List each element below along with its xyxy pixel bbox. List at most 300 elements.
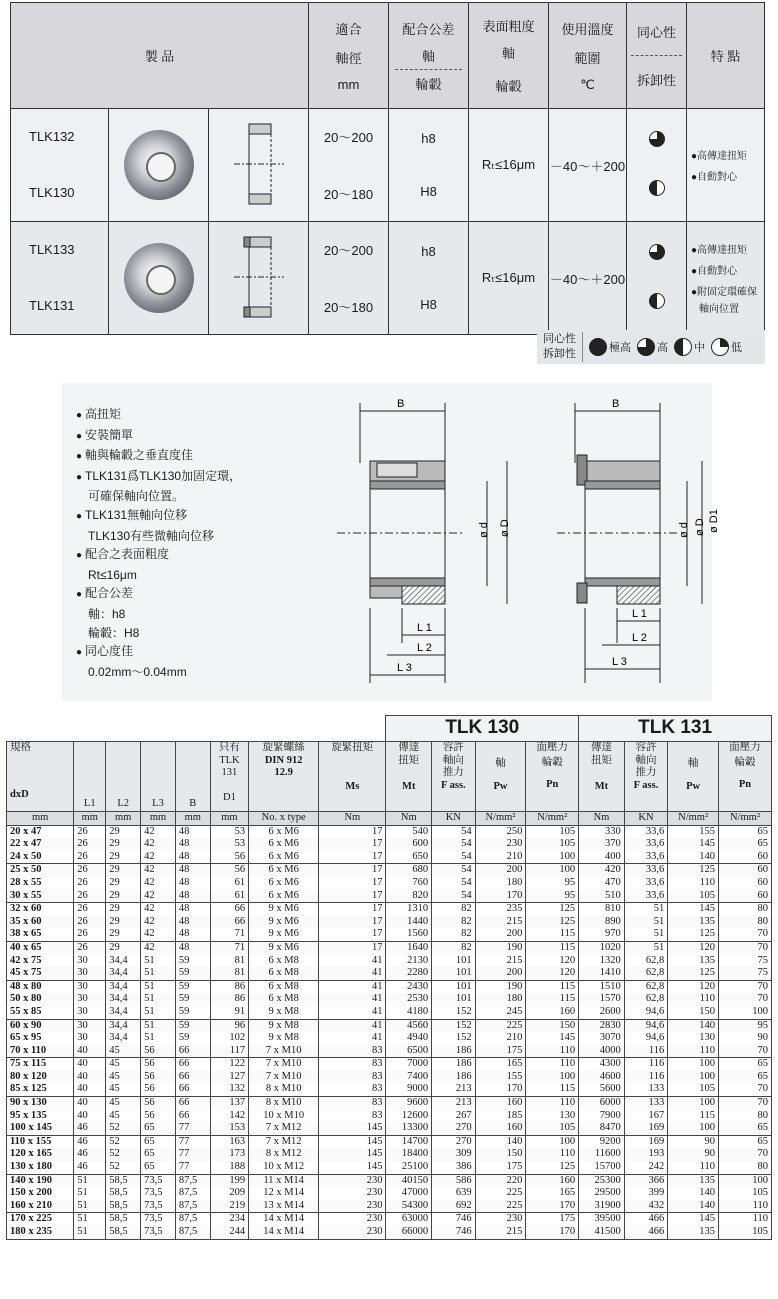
feature-list-item: ● 配合之表面粗度 [76, 545, 241, 566]
size-cell: 100 x 145 [7, 1122, 74, 1135]
table-cell: 26 [74, 941, 106, 954]
table-cell: 245 [475, 1006, 526, 1019]
col-size [7, 742, 74, 812]
table-cell: 145 [319, 1122, 386, 1135]
header-temperature-l2: 範圍 [574, 50, 601, 66]
table-cell: 33,6 [624, 890, 668, 903]
diameter-value: 20～200 [323, 130, 374, 145]
table-row [7, 851, 772, 864]
table-cell: 17 [319, 864, 386, 877]
table-cell: 399 [624, 1187, 668, 1200]
table-cell: 41 [319, 1006, 386, 1019]
header-concentricity-l1: 同心性 [636, 25, 676, 40]
table-cell: 80 [719, 1110, 772, 1123]
table-cell: 73,5 [141, 1174, 176, 1187]
size-cell: 95 x 135 [7, 1110, 74, 1123]
table-cell: 540 [386, 825, 432, 838]
table-cell: 58,5 [106, 1200, 141, 1213]
table-cell: 66 [210, 903, 248, 916]
table-cell: 73,5 [141, 1226, 176, 1239]
table-cell: 267 [432, 1110, 476, 1123]
size-cell: 110 x 155 [7, 1135, 74, 1148]
col-axial-l3: 推力 [442, 767, 464, 779]
model-name: TLK133 [29, 242, 75, 257]
table-cell: 56 [141, 1071, 176, 1084]
table-cell: 370 [579, 838, 625, 851]
table-cell: 42 [141, 825, 176, 838]
table-cell: 51 [74, 1213, 106, 1226]
table-row [7, 1097, 772, 1110]
col-hub-label: 輪轂 [541, 756, 563, 768]
table-cell: 90 [668, 1135, 719, 1148]
table-cell: 56 [141, 1097, 176, 1110]
size-cell: 90 x 130 [7, 1097, 74, 1110]
table-cell: 145 [668, 838, 719, 851]
table-cell: 41 [319, 955, 386, 968]
model-cell [11, 222, 109, 335]
table-cell: 56 [210, 851, 248, 864]
table-cell: 6 x M6 [249, 877, 319, 890]
table-cell: 100 [526, 864, 579, 877]
table-cell: 1410 [579, 967, 625, 980]
legend-label [537, 332, 583, 362]
table-cell: 65 [141, 1122, 176, 1135]
table-cell: 54 [432, 825, 476, 838]
dim-label-D: ø D [499, 519, 511, 537]
col-screw-label: 旋緊螺絲 [262, 742, 305, 753]
table-cell: 65 [719, 1058, 772, 1071]
table-cell: 230 [475, 1213, 526, 1226]
table-cell: 17 [319, 877, 386, 890]
table-cell: 77 [175, 1148, 210, 1161]
table-cell: 152 [432, 1032, 476, 1045]
table-cell: 170 [526, 1200, 579, 1213]
table-cell: 25300 [579, 1174, 625, 1187]
table-cell: 9600 [386, 1097, 432, 1110]
table-cell: 29 [106, 851, 141, 864]
table-cell: 586 [432, 1174, 476, 1187]
table-cell: 2130 [386, 955, 432, 968]
size-cell: 70 x 110 [7, 1045, 74, 1058]
table-cell: 40 [74, 1110, 106, 1123]
col-pn-130 [526, 742, 579, 812]
table-cell: 270 [432, 1122, 476, 1135]
table-cell: 9200 [579, 1135, 625, 1148]
size-cell: 48 x 80 [7, 980, 74, 993]
table-cell: 116 [624, 1071, 668, 1084]
table-cell: 210 [475, 851, 526, 864]
table-cell: 48 [175, 838, 210, 851]
col-only-l1: 只有 [218, 742, 240, 753]
header-tolerance-l2: 軸 [421, 48, 435, 64]
header-shaft-diameter-l1: 適合 [335, 22, 362, 37]
col-pressure-label: 面壓力 [729, 742, 761, 753]
table-cell: 155 [475, 1071, 526, 1084]
table-cell: 87,5 [175, 1213, 210, 1226]
overview-row-tlk131 [11, 222, 765, 335]
table-row [7, 1058, 772, 1071]
col-L1 [74, 742, 106, 812]
col-din-l1: DIN 912 [264, 754, 303, 766]
table-cell: 7 x M10 [249, 1045, 319, 1058]
legend-item-very-high [589, 338, 631, 356]
col-sym: L3 [152, 798, 164, 810]
table-cell: 145 [526, 1032, 579, 1045]
dim-label-d: ø d [478, 522, 490, 538]
size-cell: 50 x 80 [7, 993, 74, 1006]
unit-cell: mm [175, 812, 210, 826]
table-cell: 639 [432, 1187, 476, 1200]
table-cell: 95 [719, 1019, 772, 1032]
table-cell: 105 [719, 1226, 772, 1239]
feature-list-item: 軸：h8 [88, 606, 126, 621]
table-cell: 61 [210, 877, 248, 890]
table-cell: 153 [210, 1122, 248, 1135]
table-cell: 29500 [579, 1187, 625, 1200]
table-cell: 65 [719, 1122, 772, 1135]
table-cell: 2430 [386, 980, 432, 993]
table-cell: 77 [175, 1122, 210, 1135]
table-cell: 25100 [386, 1161, 432, 1174]
drawing-tlk130 [337, 398, 511, 683]
table-cell: 17 [319, 825, 386, 838]
table-cell: 71 [210, 928, 248, 941]
table-cell: 125 [526, 916, 579, 929]
unit-cell: mm [7, 812, 74, 826]
table-cell: 110 [668, 993, 719, 1006]
table-cell: 6 x M8 [249, 993, 319, 1006]
dim-label-d: ø d [678, 522, 690, 538]
table-cell: 12600 [386, 1110, 432, 1123]
table-cell: 135 [668, 1174, 719, 1187]
table-cell: 81 [210, 955, 248, 968]
table-cell: 46 [74, 1148, 106, 1161]
table-cell: 13 x M14 [249, 1200, 319, 1213]
table-row [7, 1226, 772, 1239]
table-cell: 186 [432, 1071, 476, 1084]
table-cell: 83 [319, 1071, 386, 1084]
table-cell: 48 [175, 851, 210, 864]
very-high-icon [589, 338, 607, 356]
table-cell: 6500 [386, 1045, 432, 1058]
col-axial-l2: 軸向 [442, 754, 464, 766]
table-cell: 45 [106, 1110, 141, 1123]
table-cell: 120 [526, 967, 579, 980]
table-cell: 1560 [386, 928, 432, 941]
col-mt-131 [579, 742, 625, 812]
table-row [7, 993, 772, 1006]
table-cell: 1640 [386, 941, 432, 954]
table-cell: 4940 [386, 1032, 432, 1045]
table-cell: 100 [526, 851, 579, 864]
table-cell: 62,8 [624, 967, 668, 980]
table-cell: 165 [526, 1187, 579, 1200]
table-row [7, 825, 772, 838]
table-cell: 29 [106, 903, 141, 916]
table-cell: 48 [175, 864, 210, 877]
table-cell: 26 [74, 890, 106, 903]
col-B [175, 742, 210, 812]
table-cell: 7 x M10 [249, 1058, 319, 1071]
table-cell: 77 [175, 1135, 210, 1148]
table-cell: 7 x M12 [249, 1135, 319, 1148]
table-cell: 26 [74, 903, 106, 916]
table-cell: 51 [74, 1187, 106, 1200]
table-cell: 225 [475, 1200, 526, 1213]
table-cell: 17 [319, 903, 386, 916]
table-cell: 2280 [386, 967, 432, 980]
table-cell: 73,5 [141, 1213, 176, 1226]
col-axial-l1: 容許 [635, 742, 657, 753]
header-temperature-l3: ℃ [580, 76, 595, 92]
table-cell: 51 [141, 1032, 176, 1045]
table-cell: 6 x M8 [249, 955, 319, 968]
legend-text: 極高 [609, 342, 631, 354]
col-sym: D1 [223, 791, 236, 803]
table-cell: 48 [175, 928, 210, 941]
table-cell: 18400 [386, 1148, 432, 1161]
table-cell: 470 [579, 877, 625, 890]
table-cell: 53 [210, 838, 248, 851]
table-cell: 73,5 [141, 1200, 176, 1213]
section-drawing [224, 116, 294, 211]
diameter-value: 20～180 [323, 300, 374, 315]
table-row [7, 1006, 772, 1019]
table-cell: 42 [141, 941, 176, 954]
table-cell: 66 [210, 916, 248, 929]
table-cell: 42 [141, 851, 176, 864]
table-cell: 56 [141, 1058, 176, 1071]
table-cell: 48 [175, 903, 210, 916]
table-cell: 135 [668, 916, 719, 929]
table-cell: 330 [579, 825, 625, 838]
concentricity-cell [627, 109, 687, 222]
table-cell: 420 [579, 864, 625, 877]
table-cell: 51 [624, 941, 668, 954]
feature-list-item: ● TLK131無軸向位移 [76, 506, 241, 527]
table-cell: 186 [432, 1045, 476, 1058]
table-cell: 127 [210, 1071, 248, 1084]
table-cell: 692 [432, 1200, 476, 1213]
dim-label-D1: ø D1 [708, 509, 720, 533]
table-cell: 46 [74, 1161, 106, 1174]
table-cell: 30 [74, 993, 106, 1006]
legend-item-low [711, 338, 742, 356]
table-row [7, 1161, 772, 1174]
feature-list-item: ● 配合公差 [76, 584, 241, 605]
header-shaft-diameter-l2: 軸徑 [335, 51, 362, 66]
table-cell: 110 [526, 1097, 579, 1110]
table-row [7, 955, 772, 968]
table-cell: 34,4 [106, 1019, 141, 1032]
model-name: TLK131 [29, 298, 75, 313]
diameter-value: 20～200 [323, 243, 374, 258]
table-cell: 60 [719, 877, 772, 890]
table-cell: 125 [526, 1161, 579, 1174]
table-cell: 90 [719, 1032, 772, 1045]
table-cell: 115 [526, 980, 579, 993]
table-cell: 61 [210, 890, 248, 903]
table-row [7, 877, 772, 890]
col-fass-131 [624, 742, 668, 812]
table-cell: 33,6 [624, 864, 668, 877]
table-cell: 6 x M6 [249, 864, 319, 877]
table-cell: 9000 [386, 1083, 432, 1096]
table-cell: 17 [319, 916, 386, 929]
table-cell: 54 [432, 877, 476, 890]
table-cell: 58,5 [106, 1226, 141, 1239]
table-cell: 29 [106, 877, 141, 890]
table-cell: 51 [141, 967, 176, 980]
table-cell: 8 x M10 [249, 1097, 319, 1110]
size-cell: 160 x 210 [7, 1200, 74, 1213]
table-cell: 140 [668, 1019, 719, 1032]
tlk130-title: TLK 130 [386, 716, 579, 742]
tolerance-cell [389, 222, 469, 335]
table-cell: 48 [175, 877, 210, 890]
col-sym: Pn [738, 779, 752, 791]
table-cell: 51 [74, 1226, 106, 1239]
table-cell: 71 [210, 941, 248, 954]
table-cell: 77 [175, 1161, 210, 1174]
table-cell: 29 [106, 928, 141, 941]
table-cell: 9 x M6 [249, 903, 319, 916]
unit-cell: Nm [319, 812, 386, 826]
feature-list-item: ● 安裝簡單 [76, 426, 241, 447]
table-row [7, 1213, 772, 1226]
table-cell: 31900 [579, 1200, 625, 1213]
table-cell: 45 [106, 1097, 141, 1110]
table-cell: 199 [210, 1174, 248, 1187]
feature-list-item: Rt≤16μm [88, 567, 137, 582]
units-row [7, 812, 772, 826]
col-only-l2: TLK [219, 754, 240, 766]
table-cell: 62,8 [624, 980, 668, 993]
size-cell: 180 x 235 [7, 1226, 74, 1239]
table-cell: 80 [719, 903, 772, 916]
table-cell: 193 [624, 1148, 668, 1161]
col-pw-130 [475, 742, 526, 812]
table-cell: 29 [106, 890, 141, 903]
table-cell: 140 [668, 1187, 719, 1200]
table-cell: 105 [668, 1083, 719, 1096]
table-cell: 42 [141, 877, 176, 890]
table-cell: 33,6 [624, 851, 668, 864]
table-cell: 48 [175, 890, 210, 903]
table-cell: 200 [475, 967, 526, 980]
header-shaft-diameter-l3: mm [337, 77, 360, 92]
table-cell: 34,4 [106, 967, 141, 980]
table-cell: 66 [175, 1071, 210, 1084]
header-temperature-l1: 使用溫度 [561, 21, 614, 37]
table-cell: 150 [668, 1006, 719, 1019]
table-cell: 30 [74, 967, 106, 980]
feature-text: ●自動對心 [691, 172, 738, 183]
table-cell: 4600 [579, 1071, 625, 1084]
table-cell: 600 [386, 838, 432, 851]
feature-text: ●高傳達扭矩 [691, 151, 748, 162]
size-cell: 24 x 50 [7, 851, 74, 864]
table-cell: 145 [668, 903, 719, 916]
table-cell: 48 [175, 916, 210, 929]
unit-cell: Nm [579, 812, 625, 826]
size-cell: 38 x 65 [7, 928, 74, 941]
table-cell: 200 [475, 864, 526, 877]
table-cell: 115 [526, 928, 579, 941]
table-cell: 366 [624, 1174, 668, 1187]
size-cell: 150 x 200 [7, 1187, 74, 1200]
table-cell: 145 [319, 1148, 386, 1161]
diameter-cell [309, 109, 389, 222]
size-cell: 30 x 55 [7, 890, 74, 903]
table-cell: 145 [668, 1213, 719, 1226]
size-cell: 35 x 60 [7, 916, 74, 929]
header-product: 製 品 [11, 3, 309, 109]
table-cell: 6 x M8 [249, 980, 319, 993]
table-cell: 26 [74, 864, 106, 877]
roughness-cell: Rₜ≤16μm [469, 109, 549, 222]
table-row [7, 903, 772, 916]
table-cell: 39500 [579, 1213, 625, 1226]
table-cell: 63000 [386, 1213, 432, 1226]
table-cell: 9 x M6 [249, 928, 319, 941]
col-only-l3: 131 [221, 767, 238, 779]
col-sym: Pw [686, 780, 701, 792]
table-row [7, 1122, 772, 1135]
table-cell: 219 [210, 1200, 248, 1213]
table-cell: 94,6 [624, 1019, 668, 1032]
table-cell: 66 [175, 1083, 210, 1096]
table-cell: 14 x M14 [249, 1226, 319, 1239]
col-pn-131 [719, 742, 772, 812]
table-cell: 120 [668, 980, 719, 993]
table-cell: 82 [432, 928, 476, 941]
col-torque-l2: 扭矩 [590, 754, 612, 766]
table-cell: 150 [526, 1019, 579, 1032]
unit-cell: No. x type [249, 812, 319, 826]
table-row [7, 916, 772, 929]
table-cell: 46 [74, 1122, 106, 1135]
size-cell: 45 x 75 [7, 967, 74, 980]
table-cell: 100 [526, 1135, 579, 1148]
col-L2 [106, 742, 141, 812]
feature-list-item: ● 同心度佳 [76, 642, 241, 663]
size-cell: 22 x 47 [7, 838, 74, 851]
header-tolerance [389, 3, 469, 109]
table-cell: 140 [668, 1200, 719, 1213]
table-cell: 2530 [386, 993, 432, 1006]
table-cell: 132 [210, 1083, 248, 1096]
table-cell: 56 [141, 1045, 176, 1058]
table-cell: 190 [475, 980, 526, 993]
table-cell: 82 [432, 916, 476, 929]
table-cell: 510 [579, 890, 625, 903]
tolerance-value: h8 [421, 131, 436, 146]
product-photo [109, 222, 209, 335]
table-cell: 65 [719, 838, 772, 851]
table-cell: 87,5 [175, 1187, 210, 1200]
col-sym: B [189, 798, 197, 810]
table-cell: 41 [319, 993, 386, 1006]
table-cell: 105 [668, 890, 719, 903]
col-sym: L1 [83, 798, 96, 810]
col-torque-l1: 傳達 [590, 742, 612, 753]
table-cell: 53 [210, 825, 248, 838]
cross-section-drawing [209, 109, 309, 222]
tolerance-value: h8 [421, 244, 436, 259]
unit-cell: mm [141, 812, 176, 826]
table-cell: 2830 [579, 1019, 625, 1032]
